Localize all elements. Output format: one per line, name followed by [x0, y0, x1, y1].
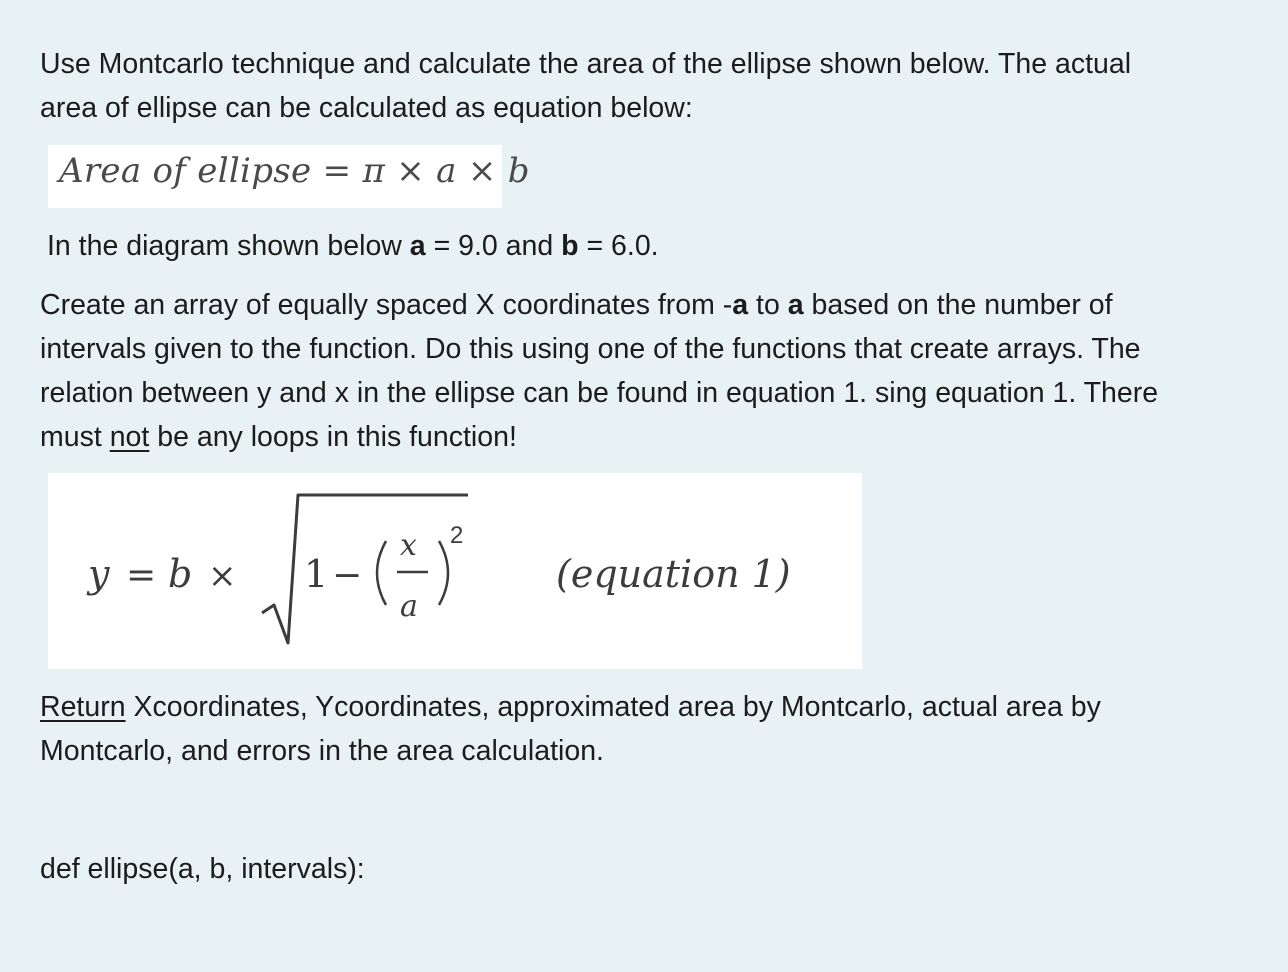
instr-l1-post: based on the number of: [803, 289, 1113, 321]
y-eq-x: x: [400, 528, 417, 563]
sqrt-icon: [262, 495, 468, 643]
y-eq-times: ×: [208, 556, 237, 596]
function-signature: def ellipse(a, b, intervals):: [40, 853, 365, 885]
intro-line-2: area of ellipse can be calculated as equation below:: [40, 92, 693, 124]
instr-l1-mid: to: [748, 289, 788, 321]
area-equation-image: [48, 145, 530, 208]
return-line-2: Montcarlo, and errors in the area calculation.: [40, 735, 604, 767]
y-eq-one: 1: [304, 552, 329, 596]
y-eq-exponent: 2: [450, 522, 464, 549]
y-equation-image: [48, 473, 862, 669]
instr-l1-a1: a: [732, 289, 749, 321]
instr-l4-post: be any loops in this function!: [149, 421, 517, 453]
left-paren-icon: [377, 541, 386, 605]
right-paren-icon: [439, 541, 448, 605]
instr-l4-not: not: [109, 421, 150, 453]
instr-l1-pre: Create an array of equally spaced X coordinates from -: [40, 289, 733, 321]
instr-l1-a2: a: [787, 289, 804, 321]
return-word: Return: [40, 691, 126, 723]
instr-l4-pre: must: [40, 421, 110, 453]
area-eq-b: b: [507, 151, 530, 191]
instr-line-2: intervals given to the function. Do this using one of the functions that create arrays. The: [40, 333, 1141, 365]
y-eq-b: b: [168, 552, 193, 596]
area-eq-pi: π: [362, 151, 386, 191]
y-eq-y: y: [88, 552, 110, 596]
area-eq-equals: =: [322, 151, 352, 191]
intro-paragraph: [40, 42, 1255, 130]
given-b-value: = 6.0.: [578, 230, 659, 262]
instr-line-3: relation between y and x in the ellipse can be found in equation 1. sing equation 1. There: [40, 377, 1159, 409]
instructions-paragraph: [40, 283, 1255, 459]
area-equation: [59, 149, 530, 193]
area-eq-times-2: ×: [467, 151, 497, 191]
intro-line-1: Use Montcarlo technique and calculate the area of the ellipse shown below. The actual: [40, 48, 1132, 80]
return-paragraph: [40, 685, 1255, 773]
given-values: [47, 224, 1262, 268]
return-line-1: Xcoordinates, Ycoordinates, approximated area by Montcarlo, actual area by: [125, 691, 1101, 723]
area-eq-a: a: [436, 151, 457, 191]
given-a-label: a: [409, 230, 426, 262]
area-eq-lhs: Area of ellipse: [59, 151, 312, 191]
given-prefix: In the diagram shown below: [47, 230, 410, 262]
y-eq-label: (equation 1): [556, 552, 791, 596]
given-b-label: b: [561, 230, 579, 262]
y-eq-a: a: [400, 589, 418, 624]
y-eq-equals: =: [126, 555, 157, 596]
area-eq-times-1: ×: [396, 151, 426, 191]
y-equation: [48, 473, 862, 669]
y-eq-minus: −: [332, 555, 363, 596]
given-a-value: = 9.0 and: [425, 230, 562, 262]
